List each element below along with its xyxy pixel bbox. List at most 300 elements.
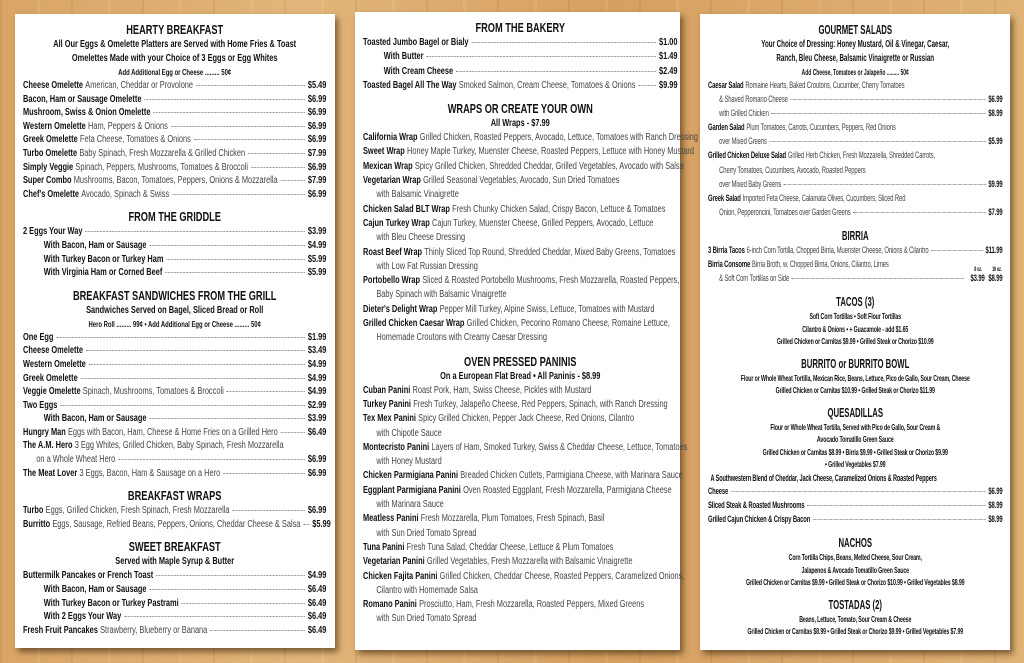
item-description: Grilled Chicken, Cheddar Cheese, Roasted Peppers, Caramelized Onions, xyxy=(439,570,685,582)
item-name: Grilled Cajun Chicken & Crispy Bacon xyxy=(708,513,811,525)
menu-item xyxy=(363,79,678,93)
section-subtitle: Your Choice of Dressing: Honey Mustard, Oil & Vinegar, Caesar, xyxy=(761,39,950,50)
menu-item xyxy=(363,160,684,174)
item-name: Cuban Panini xyxy=(363,384,411,396)
dot-leader xyxy=(771,113,986,114)
item-description: Eggs with Bacon, Ham, Cheese & Home Fries on a Grilled Hero xyxy=(67,426,278,438)
item-price: $6.99 xyxy=(307,467,327,479)
item-price xyxy=(970,267,985,286)
menu-item xyxy=(363,512,678,526)
item-name: Grilled Chicken Caesar Wrap xyxy=(363,318,465,330)
item-name: Buttermilk Pancakes or French Toast xyxy=(23,570,154,582)
section-line: Grilled Chicken or Carnitas $9.99 • Grilled Steak or Chorizo $10.99 • Grilled Vegetables $8.99 xyxy=(746,577,965,587)
dot-leader xyxy=(56,337,305,338)
item-description: Grilled Chicken, Roasted Peppers, Avocado, Lettuce, Tomatoes with Ranch Dressing xyxy=(419,132,698,144)
menu-item xyxy=(708,244,1003,258)
item-name: Vegetarian Wrap xyxy=(363,175,421,187)
section-note: Add Additional Egg or Cheese ......... 50¢ xyxy=(118,68,232,77)
item-name: Greek Omelette xyxy=(23,372,78,384)
item-name: Tex Mex Panini xyxy=(363,413,416,425)
item-description: Spicy Grilled Chicken, Shredded Cheddar, Grilled Vegetables, Avocado with Salsa xyxy=(414,160,684,172)
item-price: $6.99 xyxy=(307,120,327,132)
item-name: Turkey Panini xyxy=(363,398,411,410)
item-name: Chicken Salad BLT Wrap xyxy=(363,203,450,215)
item-description: with Bleu Cheese Dressing xyxy=(376,232,466,244)
section-title: TACOS (3) xyxy=(836,295,875,310)
item-description: Cajun Turkey, Muenster Cheese, Grilled Peppers, Avocado, Lettuce xyxy=(431,217,654,229)
menu-item xyxy=(23,504,326,518)
item-description: Fresh Turkey, Jalapeño Cheese, Red Peppers, Spinach, with Ranch Dressing xyxy=(413,398,668,410)
price-value: $6.99 xyxy=(988,94,1003,106)
item-description: Pepper Mill Turkey, Alpine Swiss, Lettuce, Tomatoes with Mustard xyxy=(439,303,655,315)
item-price: $6.99 xyxy=(988,485,1003,497)
item-price: $6.49 xyxy=(307,584,327,596)
item-name: Western Omelette xyxy=(23,358,86,370)
dot-leader xyxy=(171,126,305,127)
menu-item xyxy=(23,253,326,267)
menu-item-continuation xyxy=(363,331,678,345)
item-price: $1.00 xyxy=(658,37,678,48)
item-name: Vegetarian Panini xyxy=(363,556,425,568)
dot-leader xyxy=(210,630,305,631)
size-label: 16 oz. xyxy=(992,267,1002,274)
menu-item xyxy=(23,358,326,372)
item-name: Dieter's Delight Wrap xyxy=(363,303,438,315)
dot-leader xyxy=(931,250,983,251)
menu-item xyxy=(363,570,685,584)
menu-item xyxy=(23,569,326,583)
item-description: Roast Pork, Ham, Swiss Cheese, Pickles with Mustard xyxy=(412,384,592,396)
item-description: Birria Broth, w. Chopped Birria, Onions, Cilantro, Limes xyxy=(751,259,889,271)
item-price xyxy=(988,206,1002,220)
dot-leader xyxy=(456,71,656,72)
item-name: Veggie Omelette xyxy=(23,386,81,398)
menu-item xyxy=(708,192,1003,206)
item-price: $5.99 xyxy=(307,267,327,279)
menu-item xyxy=(23,624,326,638)
item-name: California Wrap xyxy=(363,132,418,144)
item-price: $4.99 xyxy=(307,358,327,370)
menu-item xyxy=(23,385,326,399)
item-price: $6.99 xyxy=(307,107,327,119)
item-description: on a Whole Wheat Hero xyxy=(36,454,116,466)
item-name: With Virginia Ham or Corned Beef xyxy=(43,267,163,279)
menu-item xyxy=(23,399,326,413)
dot-leader xyxy=(472,42,657,43)
item-name: Cajun Turkey Wrap xyxy=(363,217,430,229)
menu-panel-right xyxy=(700,14,1010,650)
menu-item xyxy=(23,426,326,440)
item-price: $6.99 xyxy=(307,505,327,517)
item-name: Fresh Fruit Pancakes xyxy=(23,624,98,636)
menu-item-continuation xyxy=(708,206,1003,220)
section-subtitle: All Our Eggs & Omelette Platters are Served with Home Fries & Toast xyxy=(53,39,297,50)
menu-item xyxy=(23,161,326,175)
menu-item xyxy=(363,217,678,231)
dot-leader xyxy=(149,589,305,590)
item-price: $5.99 xyxy=(312,518,331,530)
dot-leader xyxy=(248,153,305,154)
item-name: Turbo xyxy=(23,505,44,517)
section-subtitle: All Wraps - $7.99 xyxy=(490,118,550,130)
item-description: Grilled Vegetables, Fresh Mozzarella with Balsamic Vinaigrette xyxy=(426,556,633,568)
menu-item xyxy=(708,499,1003,513)
item-name: Montecristo Panini xyxy=(363,441,430,453)
item-name: Toasted Jumbo Bagel or Bialy xyxy=(363,37,469,48)
menu-section xyxy=(708,597,1003,638)
menu-section xyxy=(708,535,1003,589)
section-line: Corn Tortilla Chips, Beans, Melted Cheese, Sour Cream, xyxy=(788,552,922,562)
item-price: $4.99 xyxy=(307,239,327,251)
item-name: Greek Omelette xyxy=(23,134,78,146)
item-description: Eggs, Sausage, Refried Beans, Peppers, Onions, Cheddar Cheese & Salsa xyxy=(52,518,301,530)
section-title: HEARTY BREAKFAST xyxy=(126,23,224,37)
item-name: With 2 Eggs Your Way xyxy=(43,611,122,623)
item-name: Romano Panini xyxy=(363,599,417,611)
section-line: Grilled Chicken or Carnitas $8.99 • Grilled Steak or Chorizo $9.99 • Grilled Vegetables $7.99 xyxy=(747,626,964,636)
item-price xyxy=(988,107,1002,121)
item-description: Plum Tomatoes, Carrots, Cucumbers, Peppers, Red Onions xyxy=(746,122,896,134)
item-description: Oven Roasted Eggplant, Fresh Mozzarella, Parmigiana Cheese xyxy=(463,484,672,496)
menu-section xyxy=(708,22,1003,220)
item-price: $4.99 xyxy=(307,372,327,384)
section-title: BREAKFAST WRAPS xyxy=(127,489,222,504)
item-description: Spinach, Peppers, Mushrooms, Tomatoes & Broccoli xyxy=(75,161,249,173)
dot-leader xyxy=(251,167,305,168)
price-value: $6.99 xyxy=(307,454,327,466)
menu-item xyxy=(363,203,678,217)
dot-leader xyxy=(194,139,305,140)
item-price: $9.99 xyxy=(658,79,678,91)
menu-item xyxy=(363,50,678,64)
menu-item xyxy=(23,133,326,147)
menu-item xyxy=(23,597,326,611)
item-name: The Meat Lover xyxy=(23,467,78,479)
price-value: $3.99 xyxy=(970,273,985,285)
menu-item xyxy=(23,106,326,120)
item-description: Romaine Hearts, Baked Croutons, Cucumber, Cherry Tomatoes xyxy=(745,80,905,91)
dot-leader xyxy=(86,350,305,351)
dot-leader xyxy=(124,616,305,617)
section-subtitle: On a European Flat Bread • All Paninis - $8.99 xyxy=(440,370,601,382)
item-description: Grilled Seasonal Vegetables, Avocado, Sun Dried Tomatoes xyxy=(423,175,620,187)
price-value: $9.99 xyxy=(988,178,1003,190)
menu-section xyxy=(363,354,688,627)
menu-item xyxy=(363,303,678,317)
menu-item xyxy=(363,174,678,188)
item-price: $6.49 xyxy=(307,611,327,623)
menu-section xyxy=(363,20,678,93)
item-name: One Egg xyxy=(23,331,54,343)
item-price: $7.99 xyxy=(307,175,327,187)
menu-section xyxy=(23,288,326,481)
item-name: 2 Eggs Your Way xyxy=(23,226,83,238)
item-name: Roast Beef Wrap xyxy=(363,246,423,258)
section-line: Grilled Chicken or Carnitas $9.99 • Grilled Steak or Chorizo $10.99 xyxy=(776,336,934,347)
item-description: with Marinara Sauce xyxy=(376,499,444,511)
dot-leader xyxy=(813,519,986,520)
menu-item xyxy=(23,344,326,358)
menu-item xyxy=(708,149,1003,163)
menu-item xyxy=(363,274,678,288)
item-description: Feta Cheese, Tomatoes & Onions xyxy=(79,134,191,146)
section-line: Grilled Chicken or Carnitas $8.99 • Birria $9.99 • Grilled Steak or Chorizo $9.99 xyxy=(762,446,948,457)
section-note: Hero Roll ......... 99¢ • Add Additional Egg or Cheese ......... 50¢ xyxy=(88,319,261,329)
section-title: BURRITO or BURRITO BOWL xyxy=(801,356,910,371)
item-description: Cherry Tomatoes, Cucumbers, Avocado, Roasted Peppers xyxy=(719,164,866,176)
item-description: Onion, Pepperoncini, Tomatoes over Garden Greens xyxy=(719,206,851,218)
menu-panel-middle xyxy=(355,12,698,650)
menu-item-continuation xyxy=(363,288,678,302)
menu-item-continuation xyxy=(363,584,678,598)
item-description: Prosciutto, Ham, Fresh Mozzarella, Roasted Peppers, Mixed Greens xyxy=(419,599,645,611)
menu-item-continuation xyxy=(363,427,678,441)
item-name: Burritto xyxy=(23,518,51,530)
menu-item xyxy=(708,79,1003,93)
section-line: Grilled Chicken or Carnitas $10.99 • Grilled Steak or Chorizo $11.99 xyxy=(775,385,935,396)
item-price: $5.49 xyxy=(307,80,327,91)
dot-leader xyxy=(60,405,305,406)
item-name: With Bacon, Ham or Sausage xyxy=(43,584,147,596)
menu-section xyxy=(708,405,1003,527)
menu-item xyxy=(363,484,678,498)
menu-item xyxy=(363,384,678,398)
item-description: Breaded Chicken Cutlets, Parmigiana Cheese, with Marinara Sauce xyxy=(460,470,683,482)
item-name: Sliced Steak & Roasted Mushrooms xyxy=(708,499,805,511)
item-name: Simply Veggie xyxy=(23,161,74,173)
dot-leader xyxy=(784,184,986,185)
item-description: Cilantro with Homemade Salsa xyxy=(376,584,478,596)
item-price: $5.99 xyxy=(307,253,327,265)
item-description: American, Cheddar or Provolone xyxy=(85,80,194,91)
menu-item xyxy=(23,225,326,239)
item-name: Sweet Wrap xyxy=(363,146,405,158)
section-line: Jalapenos & Avocado Tomatillo Green Sauce xyxy=(801,564,909,575)
section-subtitle: Served with Maple Syrup & Butter xyxy=(115,556,235,568)
menu-item xyxy=(23,610,326,624)
menu-section xyxy=(363,101,698,345)
item-price: $4.99 xyxy=(307,386,327,398)
menu-item-continuation xyxy=(708,178,1003,192)
item-price: $3.49 xyxy=(307,345,327,357)
item-description: & Shaved Romano Cheese xyxy=(719,94,788,106)
item-description: with Balsamic Vinaigrette xyxy=(376,189,459,201)
item-price: $6.99 xyxy=(307,134,327,146)
dot-leader xyxy=(227,391,305,392)
item-price: $7.99 xyxy=(307,147,327,159)
price-value: $8.99 xyxy=(988,273,1003,285)
item-name: With Turkey Bacon or Turkey Ham xyxy=(43,253,164,265)
item-name: Western Omelette xyxy=(23,120,86,132)
item-description: Strawberry, Blueberry or Banana xyxy=(100,624,208,636)
section-title: BREAKFAST SANDWICHES FROM THE GRILL xyxy=(72,288,277,303)
menu-item xyxy=(363,65,678,79)
menu-item xyxy=(23,518,331,532)
menu-item-continuation xyxy=(708,107,1003,121)
item-description: Grilled Chicken, Pecorino Romano Cheese, Romaine Lettuce, xyxy=(466,318,670,330)
item-price: $6.99 xyxy=(307,188,327,200)
item-description: Mushrooms, Bacon, Tomatoes, Peppers, Onions & Mozzarella xyxy=(73,175,278,187)
dot-leader xyxy=(853,212,986,213)
item-price: $6.49 xyxy=(307,426,327,438)
item-description: over Mixed Baby Greens xyxy=(719,178,782,190)
item-name: Greek Salad xyxy=(708,192,741,204)
item-description: Eggs, Grilled Chicken, Fresh Spinach, Fresh Mozzarella xyxy=(45,505,230,517)
menu-item xyxy=(363,412,678,426)
section-line: Cilantro & Onions • + Guacamole - add $1.65 xyxy=(802,323,909,334)
item-price: $8.99 xyxy=(988,513,1003,525)
item-description: Smoked Salmon, Cream Cheese, Tomatoes & Onions xyxy=(458,79,636,91)
item-name: Birria Consome xyxy=(708,259,751,271)
item-description: Spicy Grilled Chicken, Pepper Jack Cheese, Red Onions, Cilantro xyxy=(418,413,635,425)
section-title: FROM THE BAKERY xyxy=(475,21,566,35)
item-description: Fresh Chunky Chicken Salad, Crispy Bacon, Lettuce & Tomatoes xyxy=(452,203,666,215)
menu-item xyxy=(363,131,698,145)
item-price: $8.99 xyxy=(988,499,1003,511)
section-line: • Grilled Vegetables $7.99 xyxy=(825,459,886,470)
item-name: Cheese Omelette xyxy=(23,345,84,357)
section-note: Add Cheese, Tomatoes or Jalapeño ......... 50¢ xyxy=(801,68,909,77)
price-value: $7.99 xyxy=(988,206,1003,218)
item-name: Chicken Parmigiana Panini xyxy=(363,470,458,482)
dot-leader xyxy=(232,510,304,511)
dot-leader xyxy=(156,575,305,576)
menu-item xyxy=(708,121,1003,135)
item-name: With Cream Cheese xyxy=(383,65,454,77)
item-description: with Sun Dried Tomato Spread xyxy=(376,527,477,539)
menu-section xyxy=(23,209,326,279)
item-description: with Chipotle Sauce xyxy=(376,427,442,439)
menu-item xyxy=(708,258,1003,272)
menu-item-continuation xyxy=(363,188,678,202)
menu-panel-left xyxy=(15,14,335,648)
item-name: Toasted Bagel All The Way xyxy=(363,79,457,91)
menu-item xyxy=(23,147,326,161)
item-description: Grilled Herb Chicken, Fresh Mozzarella, Shredded Carrots, xyxy=(787,150,936,162)
item-price: $4.99 xyxy=(307,570,327,582)
menu-item-continuation xyxy=(363,455,678,469)
dot-leader xyxy=(85,231,304,232)
menu-item xyxy=(363,469,683,483)
menu-item-continuation xyxy=(363,527,678,541)
menu-section xyxy=(23,539,326,637)
menu-item xyxy=(23,467,326,481)
menu-item xyxy=(23,583,326,597)
dot-leader xyxy=(81,378,305,379)
section-title: QUESADILLAS xyxy=(827,405,884,420)
dot-leader xyxy=(149,245,305,246)
item-description: Thinly Sliced Top Round, Shredded Cheddar, Mixed Baby Greens, Tomatoes xyxy=(424,246,676,258)
item-price xyxy=(988,267,1003,286)
item-name: The A.M. Hero xyxy=(23,440,73,452)
item-description: Layers of Ham, Smoked Turkey, Swiss & Cheddar Cheese, Lettuce, Tomatoes xyxy=(431,441,688,453)
item-name: Mexican Wrap xyxy=(363,160,413,172)
item-name: With Bacon, Ham or Sausage xyxy=(43,239,147,251)
item-name: Cheese Omelette xyxy=(23,80,84,91)
dot-leader xyxy=(223,473,305,474)
item-name: Turbo Omelette xyxy=(23,147,78,159)
item-price: $6.49 xyxy=(307,597,327,609)
menu-item xyxy=(363,398,678,412)
dot-leader xyxy=(281,180,305,181)
menu-item xyxy=(23,93,326,107)
menu-item xyxy=(363,317,678,331)
section-title: OVEN PRESSED PANINIS xyxy=(464,354,577,369)
menu-item-continuation xyxy=(708,93,1003,107)
section-line: Beans, Lettuce, Tomato, Sour Cream & Cheese xyxy=(799,613,912,624)
dot-leader xyxy=(807,505,986,506)
item-description: 3 Eggs, Bacon, Ham & Sausage on a Hero xyxy=(79,467,221,479)
dot-leader xyxy=(118,459,305,460)
item-price: $6.99 xyxy=(307,93,327,105)
menu-item xyxy=(363,145,694,159)
item-name: Two Eggs xyxy=(23,399,58,411)
dot-leader xyxy=(731,491,986,492)
menu-item xyxy=(363,441,688,455)
panel-content xyxy=(708,14,1003,638)
dot-leader xyxy=(426,56,656,57)
item-price: $2.99 xyxy=(307,399,327,411)
section-subtitle: Sandwiches Served on Bagel, Sliced Bread or Roll xyxy=(86,304,264,316)
menu-item xyxy=(363,598,678,612)
item-name: Grilled Chicken Deluxe Salad xyxy=(708,150,787,162)
item-name: Hungry Man xyxy=(23,426,66,438)
section-line: Flour or Whole Wheat Tortilla, Served with Pico de Gallo, Sour Cream & xyxy=(770,421,941,432)
menu-section xyxy=(23,22,326,201)
item-description: Fresh Tuna Salad, Cheddar Cheese, Lettuce & Plum Tomatoes xyxy=(406,541,614,553)
section-note: A Southwestern Blend of Cheddar, Jack Cheese, Caramelized Onions & Roasted Peppers xyxy=(710,472,937,483)
item-name: Cheese xyxy=(708,485,729,497)
menu-item xyxy=(23,79,326,93)
item-description: Spinach, Mushrooms, Tomatoes & Broccoli xyxy=(82,386,224,398)
item-description: over Mixed Greens xyxy=(719,136,767,148)
dot-leader xyxy=(792,278,965,279)
menu-item xyxy=(23,412,326,426)
item-description: Baby Spinach with Balsamic Vinaigrette xyxy=(376,289,507,301)
menu-item-continuation xyxy=(708,267,1003,286)
item-description: with Sun Dried Tomato Spread xyxy=(376,613,477,625)
menu-section xyxy=(708,294,1003,348)
menu-section xyxy=(708,356,1003,397)
item-description: Homemade Croutons with Creamy Caesar Dressing xyxy=(376,332,547,344)
menu-section xyxy=(23,488,331,531)
section-line: Soft Corn Tortillas • Soft Flour Tortillas xyxy=(809,311,902,322)
item-name: Caesar Salad xyxy=(708,80,744,91)
item-name: Chicken Fajita Panini xyxy=(363,570,438,582)
item-description: with Grilled Chicken xyxy=(719,108,769,120)
item-description: with Honey Mustard xyxy=(376,456,442,468)
section-title: BIRRIA xyxy=(841,228,869,243)
menu-item xyxy=(708,485,1003,499)
dot-leader xyxy=(172,194,305,195)
item-price: $1.99 xyxy=(307,331,327,343)
item-price xyxy=(988,135,1002,149)
panel-content xyxy=(23,14,331,637)
section-title: GOURMET SALADS xyxy=(818,23,893,37)
item-description: Ham, Peppers & Onions xyxy=(88,120,168,132)
menu-item-continuation xyxy=(708,164,1003,178)
item-name: Mushroom, Swiss & Onion Omelette xyxy=(23,107,151,119)
dot-leader xyxy=(790,99,986,100)
item-description: Baby Spinach, Fresh Mozzarella & Grilled Chicken xyxy=(79,147,246,159)
section-title: TOSTADAS (2) xyxy=(828,597,883,612)
dot-leader xyxy=(182,603,305,604)
item-price xyxy=(308,453,327,467)
menu-item xyxy=(23,266,326,280)
item-description: Honey Maple Turkey, Muenster Cheese, Roasted Peppers, Lettuce with Honey Mustard xyxy=(407,146,694,158)
menu-item-continuation xyxy=(363,498,678,512)
dot-leader xyxy=(303,524,309,525)
